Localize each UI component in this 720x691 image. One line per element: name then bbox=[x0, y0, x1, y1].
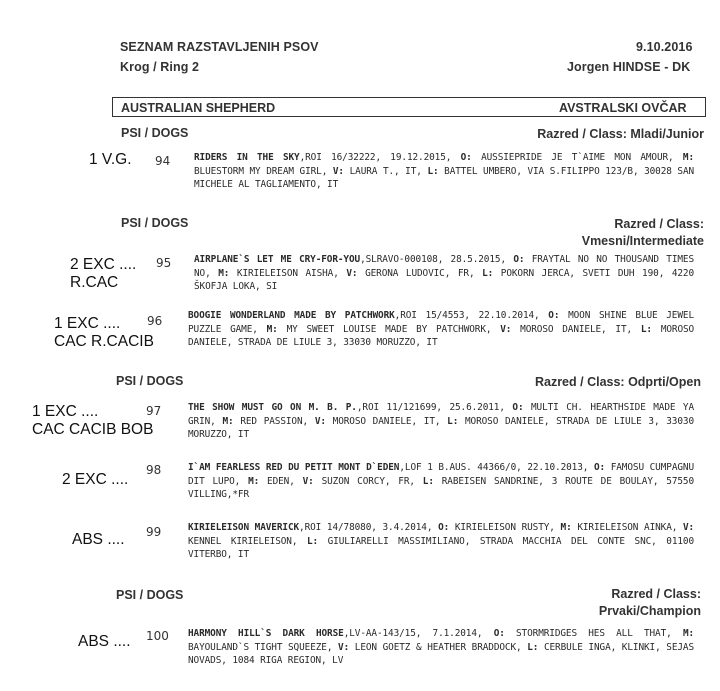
class-name: Odprti/Open bbox=[628, 375, 701, 389]
dog-name: KIRIELEISON MAVERICK bbox=[188, 522, 300, 533]
dog-name: HARMONY HILL`S DARK HORSE bbox=[188, 628, 344, 639]
dog-name: BOOGIE WONDERLAND MADE BY PATCHWORK bbox=[188, 310, 395, 321]
dog-name: AIRPLANE`S LET ME CRY-FOR-YOU bbox=[194, 254, 361, 265]
entry-number: 96 bbox=[147, 314, 163, 328]
breed-name-sl: AVSTRALSKI OVČAR bbox=[559, 101, 687, 115]
dam: BLUESTORM MY DREAM GIRL, bbox=[194, 165, 328, 177]
dog-name: THE SHOW MUST GO ON M. B. P. bbox=[188, 402, 357, 413]
exhibitor-label: L: bbox=[422, 475, 434, 487]
entry-award: CAC CACIB BOB bbox=[32, 421, 154, 438]
show-date: 9.10.2016 bbox=[636, 40, 693, 54]
owner: LAURA T., IT, bbox=[349, 165, 422, 177]
dam: BAYOULAND`S TIGHT SQUEEZE, bbox=[188, 641, 333, 653]
dog-details: ,SLRAVO-000108, 28.5.2015, bbox=[360, 254, 506, 265]
breeder: MOON SHINE BLUE JEWEL PUZZLE GAME, bbox=[188, 310, 694, 335]
exhibitor: RABEISEN SANDRINE, 3 ROUTE DE BOULAY, 57550 VILLING,*FR bbox=[188, 475, 695, 501]
breeder-label: O: bbox=[460, 152, 472, 163]
owner-label: V: bbox=[314, 415, 326, 427]
ring-label: Krog / Ring 2 bbox=[120, 60, 200, 74]
dog-details: ,LV-AA-143/15, 7.1.2014, bbox=[343, 628, 483, 639]
owner-label: V: bbox=[683, 522, 695, 533]
dog-details: ,ROI 11/121699, 25.6.2011, bbox=[356, 402, 505, 413]
dam-label: M: bbox=[560, 522, 572, 533]
exhibitor: MOROSO DANIELE, STRADA DE LIULE 3, 33030 MORUZZO, IT bbox=[188, 415, 694, 441]
dog-details: ,ROI 16/32222, 19.12.2015, bbox=[299, 152, 452, 163]
entry-number: 98 bbox=[146, 463, 162, 477]
dam-label: M: bbox=[682, 628, 695, 639]
entry-result: 2 EXC .... bbox=[62, 471, 129, 488]
breeder: STORMRIDGES HES ALL THAT, bbox=[516, 628, 672, 639]
section-sex-open: PSI / DOGS bbox=[116, 374, 184, 388]
exhibitor-label: L: bbox=[306, 535, 319, 547]
entry-text bbox=[188, 461, 694, 502]
breeder: FRAYTAL NO NO THOUSAND TIMES NO, bbox=[194, 254, 695, 279]
breeder: KIRIELEISON RUSTY, bbox=[454, 522, 555, 533]
breeder-label: O: bbox=[438, 522, 450, 533]
page-title: SEZNAM RAZSTAVLJENIH PSOV bbox=[120, 40, 319, 54]
owner: SUZON CORCY, FR, bbox=[321, 475, 415, 487]
class-label: Razred / Class: bbox=[534, 375, 625, 389]
entry-number: 100 bbox=[146, 629, 169, 643]
entry-result: 2 EXC .... bbox=[70, 256, 137, 273]
dam: KIRIELEISON AISHA, bbox=[236, 267, 339, 279]
dog-name: RIDERS IN THE SKY bbox=[194, 152, 300, 163]
breeder: FAMOSU CUMPAGNU DIT LUPO, bbox=[188, 462, 694, 487]
entry-result: 1 EXC .... bbox=[32, 403, 99, 420]
exhibitor-label: L: bbox=[527, 641, 539, 653]
breeder-label: O: bbox=[512, 402, 524, 413]
entry-number: 94 bbox=[155, 154, 171, 168]
exhibitor-label: L: bbox=[427, 165, 439, 177]
entry-result: ABS .... bbox=[72, 531, 125, 548]
entry-result: 1 EXC .... bbox=[54, 315, 121, 332]
breeder-label: O: bbox=[493, 628, 505, 639]
dog-details: ,ROI 15/4553, 22.10.2014, bbox=[394, 310, 540, 321]
exhibitor-label: L: bbox=[640, 323, 652, 335]
entry-award: R.CAC bbox=[70, 274, 119, 291]
owner-label: V: bbox=[302, 475, 314, 487]
entry-award: CAC R.CACIB bbox=[54, 333, 154, 350]
exhibitor-label: L: bbox=[482, 267, 494, 279]
section-class-champion bbox=[440, 586, 701, 620]
entry-text bbox=[188, 521, 694, 562]
owner: KENNEL KIRIELEISON, bbox=[188, 535, 298, 547]
dog-details: ,ROI 14/78080, 3.4.2014, bbox=[299, 522, 433, 533]
entry-text bbox=[194, 151, 694, 192]
class-label: Razred / Class: bbox=[611, 587, 701, 601]
section-sex-champion: PSI / DOGS bbox=[116, 588, 184, 602]
section-sex-intermediate: PSI / DOGS bbox=[121, 216, 189, 230]
class-name: Vmesni/Intermediate bbox=[581, 234, 704, 248]
breed-name-en: AUSTRALIAN SHEPHERD bbox=[121, 101, 276, 115]
entry-number: 99 bbox=[146, 525, 162, 539]
exhibitor: MOROSO DANIELE, STRADA DE LIULE 3, 33030 MORUZZO, IT bbox=[188, 323, 695, 349]
class-label: Razred / Class: bbox=[537, 127, 627, 141]
owner: LEON GOETZ & HEATHER BRADDOCK, bbox=[354, 641, 522, 653]
dam: EDEN, bbox=[267, 475, 295, 487]
section-class-junior bbox=[460, 126, 704, 143]
section-class-open bbox=[440, 374, 701, 391]
dam-label: M: bbox=[222, 415, 234, 427]
dam: KIRIELEISON AINKA, bbox=[577, 522, 678, 533]
dam-label: M: bbox=[218, 267, 230, 279]
entry-number: 97 bbox=[146, 404, 162, 418]
entry-text bbox=[194, 253, 694, 294]
owner: GERONA LUDOVIC, FR, bbox=[365, 267, 475, 279]
owner-label: V: bbox=[332, 165, 344, 177]
entry-number: 95 bbox=[156, 256, 172, 270]
entry-text bbox=[188, 627, 694, 668]
exhibitor: POKORN JERCA, SVETI DUH 190, 4220 ŠKOFJA LOKA, SI bbox=[194, 267, 695, 293]
exhibitor: BATTEL UMBERO, VIA S.FILIPPO 123/B, 30028 SAN MICHELE AL TAGLIAMENTO, IT bbox=[194, 165, 695, 191]
judge-name: Jorgen HINDSE - DK bbox=[567, 60, 691, 74]
entry-text bbox=[188, 401, 694, 442]
exhibitor-label: L: bbox=[447, 415, 459, 427]
owner: MOROSO DANIELE, IT, bbox=[520, 323, 633, 335]
breeder-label: O: bbox=[513, 254, 525, 265]
entry-result: ABS .... bbox=[78, 633, 131, 650]
dam: RED PASSION, bbox=[240, 415, 309, 427]
exhibitor: CERBULE INGA, KLINKI, SEJAS NOVADS, 1084 RIGA REGION, LV bbox=[188, 641, 694, 667]
class-name: Prvaki/Champion bbox=[598, 604, 701, 618]
owner-label: V: bbox=[346, 267, 358, 279]
owner-label: V: bbox=[500, 323, 512, 335]
breeder: MULTI CH. HEARTHSIDE MADE YA GRIN, bbox=[188, 402, 695, 427]
owner-label: V: bbox=[338, 641, 350, 653]
section-class-intermediate bbox=[460, 216, 704, 250]
entry-text bbox=[188, 309, 694, 350]
class-label: Razred / Class: bbox=[614, 217, 704, 231]
class-name: Mladi/Junior bbox=[630, 127, 704, 141]
exhibitor: GIULIARELLI MASSIMILIANO, STRADA MACCHIA DEL CONTE SNC, 01100 VITERBO, IT bbox=[188, 535, 695, 561]
dam-label: M: bbox=[248, 475, 260, 487]
entry-result: 1 V.G. bbox=[89, 151, 132, 168]
section-sex-junior: PSI / DOGS bbox=[121, 126, 189, 140]
breeder-label: O: bbox=[593, 462, 606, 473]
dam: MY SWEET LOUISE MADE BY PATCHWORK, bbox=[286, 323, 492, 335]
dog-details: ,LOF 1 B.AUS. 44366/0, 22.10.2013, bbox=[399, 462, 589, 473]
dam-label: M: bbox=[682, 152, 695, 163]
breeder-label: O: bbox=[548, 310, 560, 321]
owner: MOROSO DANIELE, IT, bbox=[332, 415, 441, 427]
breeder: AUSSIEPRIDE JE T`AIME MON AMOUR, bbox=[481, 152, 674, 163]
dog-name: I`AM FEARLESS RED DU PETIT MONT D`EDEN bbox=[188, 462, 400, 473]
dam-label: M: bbox=[266, 323, 278, 335]
